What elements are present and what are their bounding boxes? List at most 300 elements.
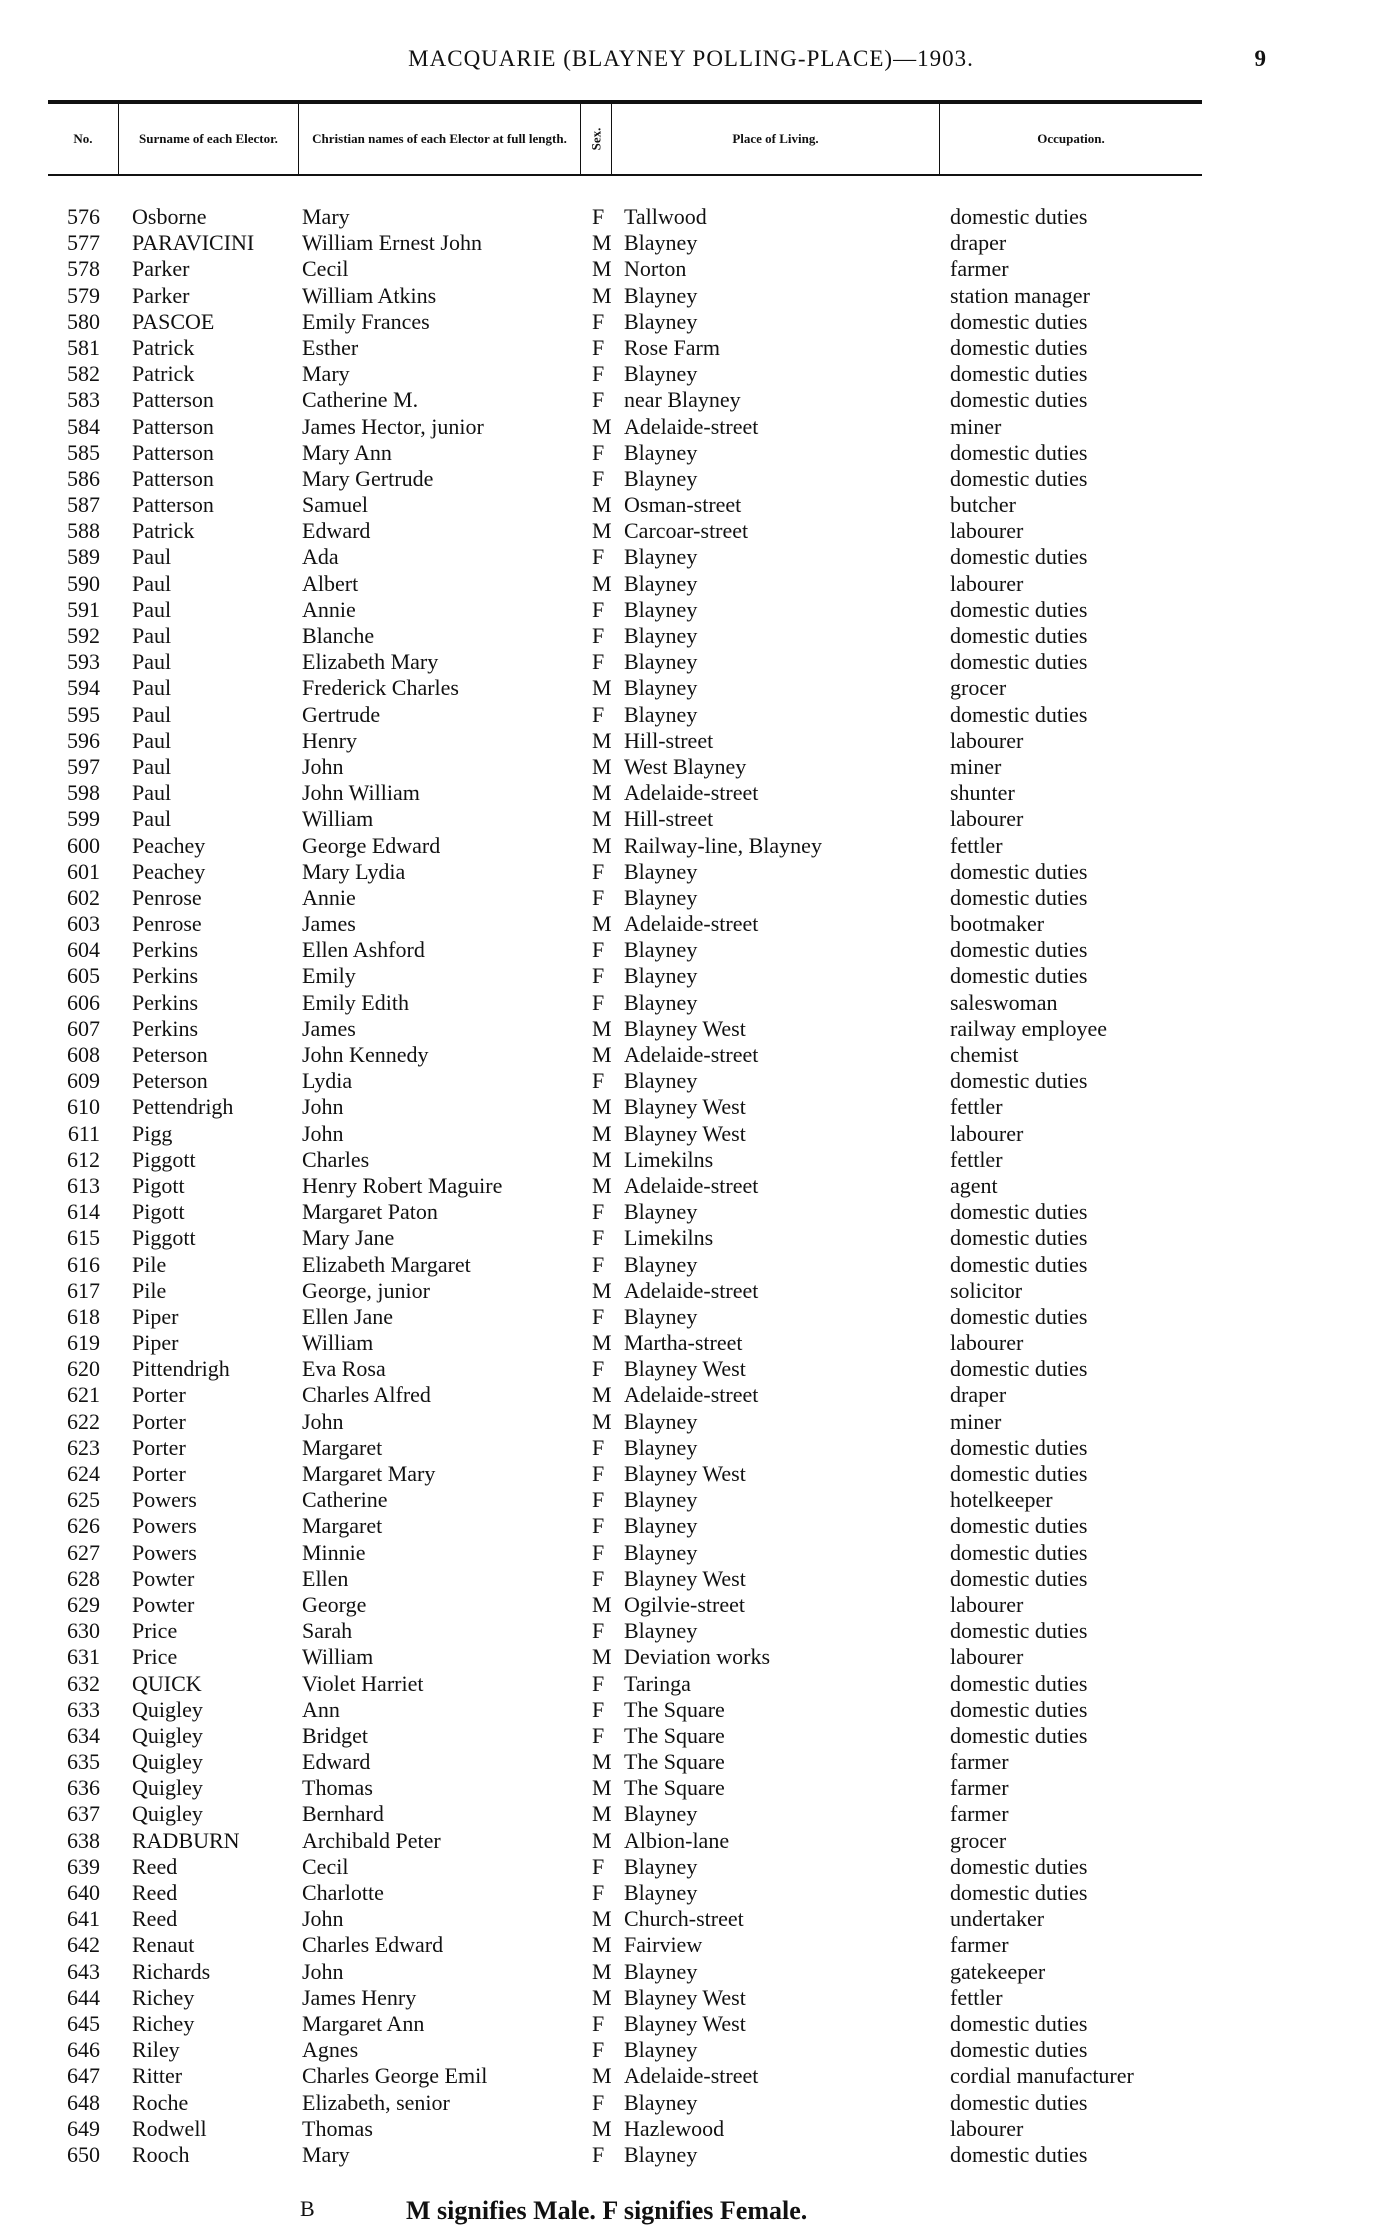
- elector-sex: M: [592, 256, 612, 282]
- elector-place-of-living: Blayney: [624, 1251, 698, 1277]
- elector-surname: Renaut: [132, 1932, 195, 1958]
- elector-sex: M: [592, 1932, 612, 1958]
- elector-number: 612: [67, 1146, 100, 1172]
- elector-place-of-living: Blayney: [624, 361, 698, 387]
- elector-occupation: fettler: [950, 1984, 1003, 2010]
- elector-surname: Roche: [132, 2089, 189, 2115]
- elector-christian-names: Emily Edith: [302, 989, 409, 1015]
- elector-place-of-living: Adelaide-street: [624, 1382, 759, 1408]
- elector-place-of-living: The Square: [624, 1722, 725, 1748]
- elector-place-of-living: near Blayney: [624, 387, 741, 413]
- table-row: [0, 911, 1382, 937]
- elector-place-of-living: Blayney: [624, 649, 698, 675]
- elector-surname: Patrick: [132, 334, 195, 360]
- elector-occupation: undertaker: [950, 1906, 1045, 1932]
- elector-christian-names: Emily: [302, 963, 356, 989]
- table-row: [0, 1068, 1382, 1094]
- elector-occupation: domestic duties: [950, 1461, 1088, 1486]
- elector-place-of-living: Blayney: [624, 989, 698, 1015]
- elector-surname: QUICK: [132, 1670, 202, 1696]
- elector-place-of-living: Blayney West: [624, 1356, 746, 1382]
- elector-sex: F: [592, 1199, 605, 1225]
- elector-christian-names: John: [302, 1094, 344, 1120]
- elector-surname: Piper: [132, 1330, 179, 1356]
- elector-surname: Paul: [132, 701, 172, 727]
- elector-christian-names: Esther: [302, 334, 359, 360]
- elector-place-of-living: The Square: [624, 1775, 725, 1801]
- elector-place-of-living: Blayney: [624, 2037, 698, 2063]
- elector-sex: F: [592, 858, 605, 884]
- elector-sex: M: [592, 492, 612, 518]
- elector-surname: Porter: [132, 1434, 186, 1460]
- elector-place-of-living: Blayney: [624, 1487, 698, 1513]
- elector-surname: Richey: [132, 1984, 195, 2010]
- elector-christian-names: Ellen: [302, 1565, 349, 1591]
- elector-occupation: farmer: [950, 1801, 1009, 1827]
- elector-sex: M: [592, 806, 612, 832]
- table-row: [0, 1225, 1382, 1251]
- elector-sex: F: [592, 2037, 605, 2063]
- elector-surname: Patterson: [132, 413, 214, 439]
- elector-surname: Powers: [132, 1513, 197, 1539]
- table-row: [0, 414, 1382, 440]
- elector-number: 622: [67, 1408, 100, 1434]
- elector-christian-names: Henry: [302, 727, 357, 753]
- elector-occupation: domestic duties: [950, 1068, 1088, 1094]
- elector-surname: Reed: [132, 1853, 178, 1879]
- elector-occupation: domestic duties: [950, 361, 1088, 387]
- elector-occupation: saleswoman: [950, 989, 1058, 1015]
- elector-surname: Porter: [132, 1408, 186, 1434]
- elector-place-of-living: Blayney West: [624, 1094, 746, 1120]
- elector-christian-names: John: [302, 1958, 344, 1984]
- elector-sex: F: [592, 1670, 605, 1696]
- elector-sex: F: [592, 963, 605, 989]
- elector-occupation: labourer: [950, 1120, 1024, 1146]
- elector-place-of-living: Blayney: [624, 465, 698, 491]
- elector-occupation: domestic duties: [950, 937, 1088, 963]
- elector-surname: Porter: [132, 1382, 186, 1408]
- column-header-no: No.: [73, 131, 93, 146]
- elector-sex: M: [592, 282, 612, 308]
- elector-number: 609: [67, 1068, 100, 1094]
- elector-place-of-living: Adelaide-street: [624, 1277, 759, 1303]
- elector-christian-names: Ellen Jane: [302, 1303, 394, 1329]
- elector-sex: F: [592, 1487, 605, 1513]
- elector-place-of-living: Blayney: [624, 701, 698, 727]
- table-row: [0, 544, 1382, 570]
- elector-place-of-living: The Square: [624, 1749, 725, 1775]
- elector-surname: Patterson: [132, 387, 214, 413]
- elector-place-of-living: Albion-lane: [624, 1827, 730, 1853]
- elector-number: 625: [67, 1487, 100, 1513]
- table-row: [0, 1932, 1382, 1958]
- elector-surname: Paul: [132, 570, 172, 596]
- elector-christian-names: William Ernest John: [302, 230, 482, 256]
- elector-number: 587: [67, 492, 100, 518]
- elector-occupation: farmer: [950, 1775, 1009, 1801]
- elector-place-of-living: Blayney: [624, 1303, 698, 1329]
- elector-number: 638: [67, 1827, 100, 1853]
- elector-sex: M: [592, 2063, 612, 2089]
- elector-place-of-living: Martha-street: [624, 1330, 743, 1356]
- table-row: [0, 649, 1382, 675]
- table-row: [0, 1880, 1382, 1906]
- elector-place-of-living: Blayney: [624, 963, 698, 989]
- elector-occupation: domestic duties: [950, 204, 1088, 229]
- elector-occupation: domestic duties: [950, 649, 1088, 675]
- elector-number: 639: [67, 1853, 100, 1879]
- elector-surname: Perkins: [132, 963, 198, 989]
- elector-place-of-living: Blayney: [624, 1958, 698, 1984]
- elector-number: 579: [67, 282, 100, 308]
- elector-place-of-living: Norton: [624, 256, 687, 282]
- table-row: [0, 1697, 1382, 1723]
- elector-place-of-living: Hill-street: [624, 727, 714, 753]
- elector-christian-names: George, junior: [302, 1277, 430, 1303]
- elector-surname: Richey: [132, 2010, 195, 2036]
- elector-surname: RADBURN: [132, 1827, 240, 1853]
- elector-place-of-living: Blayney West: [624, 2010, 746, 2036]
- elector-surname: Paul: [132, 544, 172, 570]
- table-row: [0, 2063, 1382, 2089]
- table-row: [0, 1644, 1382, 1670]
- elector-sex: M: [592, 413, 612, 439]
- elector-occupation: labourer: [950, 1330, 1024, 1356]
- elector-christian-names: Annie: [302, 884, 356, 910]
- table-row: [0, 1016, 1382, 1042]
- table-row: [0, 1461, 1382, 1487]
- page-header: [0, 42, 1382, 82]
- elector-occupation: draper: [950, 1382, 1007, 1408]
- elector-place-of-living: Blayney: [624, 230, 698, 256]
- elector-occupation: labourer: [950, 727, 1024, 753]
- elector-sex: F: [592, 649, 605, 675]
- elector-number: 591: [67, 596, 100, 622]
- elector-christian-names: Mary Jane: [302, 1225, 395, 1251]
- table-row: [0, 335, 1382, 361]
- table-row: [0, 833, 1382, 859]
- elector-christian-names: Mary: [302, 204, 350, 229]
- elector-sex: M: [592, 1827, 612, 1853]
- elector-christian-names: James Henry: [302, 1984, 417, 2010]
- elector-sex: F: [592, 1722, 605, 1748]
- elector-occupation: domestic duties: [950, 596, 1088, 622]
- elector-sex: M: [592, 1094, 612, 1120]
- elector-christian-names: Archibald Peter: [302, 1827, 441, 1853]
- table-row: [0, 806, 1382, 832]
- elector-number: 649: [67, 2115, 100, 2141]
- elector-number: 610: [67, 1094, 100, 1120]
- elector-sex: M: [592, 1644, 612, 1670]
- elector-sex: F: [592, 1565, 605, 1591]
- elector-place-of-living: Blayney West: [624, 1120, 746, 1146]
- table-row: [0, 1435, 1382, 1461]
- elector-number: 627: [67, 1539, 100, 1565]
- elector-number: 619: [67, 1330, 100, 1356]
- elector-occupation: labourer: [950, 806, 1024, 832]
- elector-place-of-living: Blayney: [624, 544, 698, 570]
- elector-sex: M: [592, 1749, 612, 1775]
- elector-surname: Pile: [132, 1277, 167, 1303]
- elector-sex: M: [592, 832, 612, 858]
- table-row: [0, 1513, 1382, 1539]
- elector-christian-names: Mary Lydia: [302, 858, 406, 884]
- table-row: [0, 1749, 1382, 1775]
- elector-christian-names: John Kennedy: [302, 1042, 429, 1067]
- elector-place-of-living: Blayney: [624, 308, 698, 334]
- elector-surname: Pettendrigh: [132, 1094, 234, 1120]
- elector-surname: Quigley: [132, 1722, 203, 1748]
- elector-christian-names: William Atkins: [302, 282, 437, 308]
- elector-number: 606: [67, 989, 100, 1015]
- elector-sex: F: [592, 1853, 605, 1879]
- elector-sex: F: [592, 1356, 605, 1382]
- elector-place-of-living: Blayney: [624, 1880, 698, 1905]
- table-row: [0, 702, 1382, 728]
- elector-place-of-living: Church-street: [624, 1906, 744, 1932]
- table-row: [0, 1487, 1382, 1513]
- elector-place-of-living: Blayney: [624, 937, 698, 963]
- elector-occupation: shunter: [950, 780, 1015, 806]
- table-row: [0, 675, 1382, 701]
- elector-surname: Paul: [132, 780, 172, 806]
- elector-sex: M: [592, 1775, 612, 1801]
- elector-sex: F: [592, 1303, 605, 1329]
- elector-place-of-living: Fairview: [624, 1932, 703, 1958]
- elector-number: 600: [67, 832, 100, 858]
- elector-christian-names: Albert: [302, 570, 359, 596]
- elector-surname: Riley: [132, 2037, 180, 2063]
- elector-christian-names: Violet Harriet: [302, 1670, 424, 1696]
- elector-surname: Paul: [132, 675, 172, 701]
- elector-christian-names: Charles George Emil: [302, 2063, 488, 2089]
- elector-number: 580: [67, 308, 100, 334]
- elector-surname: Patrick: [132, 518, 195, 544]
- sex-legend-note: M signifies Male. F signifies Female.: [406, 2196, 808, 2225]
- elector-place-of-living: Blayney: [624, 439, 698, 465]
- elector-place-of-living: Osman-street: [624, 492, 742, 518]
- elector-occupation: domestic duties: [950, 1251, 1088, 1277]
- elector-occupation: farmer: [950, 1932, 1009, 1958]
- table-row: [0, 1094, 1382, 1120]
- elector-place-of-living: Blayney: [624, 1513, 698, 1539]
- table-row: [0, 518, 1382, 544]
- elector-sex: M: [592, 1382, 612, 1408]
- elector-number: 604: [67, 937, 100, 963]
- elector-sex: M: [592, 230, 612, 256]
- column-header-christian-names: Christian names of each Elector at full length.: [298, 104, 580, 174]
- elector-place-of-living: Blayney: [624, 1618, 698, 1644]
- elector-occupation: railway employee: [950, 1015, 1107, 1041]
- elector-occupation: domestic duties: [950, 334, 1088, 360]
- elector-number: 618: [67, 1303, 100, 1329]
- elector-occupation: domestic duties: [950, 1303, 1088, 1329]
- elector-number: 588: [67, 518, 100, 544]
- elector-number: 592: [67, 623, 100, 648]
- table-row: [0, 1566, 1382, 1592]
- elector-sex: M: [592, 1408, 612, 1434]
- elector-sex: F: [592, 465, 605, 491]
- elector-christian-names: Margaret: [302, 1513, 383, 1539]
- elector-place-of-living: Blayney: [624, 2141, 698, 2167]
- table-row: [0, 1121, 1382, 1147]
- elector-number: 646: [67, 2037, 100, 2063]
- elector-occupation: station manager: [950, 282, 1090, 308]
- elector-place-of-living: Railway-line, Blayney: [624, 832, 822, 858]
- elector-sex: M: [592, 911, 612, 937]
- elector-number: 641: [67, 1906, 100, 1932]
- elector-christian-names: Elizabeth Margaret: [302, 1251, 471, 1277]
- elector-christian-names: Margaret Paton: [302, 1199, 438, 1225]
- elector-christian-names: Ada: [302, 544, 339, 570]
- elector-christian-names: John: [302, 1906, 344, 1932]
- elector-surname: Price: [132, 1644, 178, 1670]
- elector-christian-names: Charles Alfred: [302, 1382, 431, 1408]
- elector-surname: Powers: [132, 1487, 197, 1513]
- elector-occupation: domestic duties: [950, 2037, 1088, 2063]
- elector-sex: F: [592, 989, 605, 1015]
- elector-number: 598: [67, 780, 100, 806]
- elector-number: 644: [67, 1984, 100, 2010]
- elector-number: 599: [67, 806, 100, 832]
- elector-surname: Price: [132, 1618, 178, 1644]
- elector-place-of-living: Adelaide-street: [624, 2063, 759, 2089]
- table-row: [0, 2116, 1382, 2142]
- table-row: [0, 283, 1382, 309]
- table-row: [0, 1801, 1382, 1827]
- elector-surname: Parker: [132, 282, 190, 308]
- elector-surname: Quigley: [132, 1801, 203, 1827]
- elector-sex: F: [592, 2141, 605, 2167]
- elector-list: [0, 204, 1382, 2168]
- elector-occupation: butcher: [950, 492, 1016, 518]
- elector-occupation: cordial manufacturer: [950, 2063, 1134, 2089]
- elector-number: 647: [67, 2063, 100, 2089]
- table-row: [0, 728, 1382, 754]
- elector-number: 601: [67, 858, 100, 884]
- elector-sex: M: [592, 1015, 612, 1041]
- table-row: [0, 204, 1382, 230]
- elector-christian-names: Mary: [302, 361, 350, 387]
- elector-christian-names: Minnie: [302, 1539, 366, 1565]
- elector-sex: M: [592, 1906, 612, 1932]
- table-row: [0, 1959, 1382, 1985]
- elector-number: 602: [67, 884, 100, 910]
- elector-sex: F: [592, 204, 605, 229]
- elector-surname: Paul: [132, 649, 172, 675]
- elector-place-of-living: Adelaide-street: [624, 1172, 759, 1198]
- elector-number: 603: [67, 911, 100, 937]
- elector-number: 624: [67, 1461, 100, 1486]
- elector-sex: M: [592, 1330, 612, 1356]
- elector-christian-names: Bridget: [302, 1722, 368, 1748]
- elector-surname: Paul: [132, 806, 172, 832]
- column-header-row: [48, 100, 1202, 176]
- elector-christian-names: Margaret Ann: [302, 2010, 425, 2036]
- elector-occupation: domestic duties: [950, 308, 1088, 334]
- elector-place-of-living: Hill-street: [624, 806, 714, 832]
- elector-occupation: domestic duties: [950, 1199, 1088, 1225]
- elector-surname: Quigley: [132, 1749, 203, 1775]
- elector-occupation: labourer: [950, 570, 1024, 596]
- elector-sex: F: [592, 439, 605, 465]
- table-row: [0, 1906, 1382, 1932]
- elector-christian-names: Charlotte: [302, 1880, 384, 1905]
- column-header-sex: [580, 104, 612, 174]
- table-row: [0, 2142, 1382, 2168]
- elector-sex: F: [592, 937, 605, 963]
- elector-surname: Paul: [132, 753, 172, 779]
- elector-place-of-living: Blayney: [624, 1434, 698, 1460]
- elector-place-of-living: Blayney: [624, 570, 698, 596]
- elector-surname: Peterson: [132, 1068, 208, 1094]
- elector-place-of-living: Blayney: [624, 858, 698, 884]
- elector-sex: F: [592, 1068, 605, 1094]
- elector-sex: F: [592, 701, 605, 727]
- elector-christian-names: William: [302, 806, 374, 832]
- elector-occupation: domestic duties: [950, 439, 1088, 465]
- elector-surname: Powter: [132, 1565, 195, 1591]
- elector-number: 582: [67, 361, 100, 387]
- elector-surname: Powers: [132, 1539, 197, 1565]
- elector-christian-names: Emily Frances: [302, 308, 430, 334]
- elector-number: 605: [67, 963, 100, 989]
- elector-place-of-living: Blayney: [624, 675, 698, 701]
- elector-number: 617: [67, 1277, 100, 1303]
- elector-christian-names: Elizabeth, senior: [302, 2089, 450, 2115]
- elector-occupation: domestic duties: [950, 963, 1088, 989]
- elector-surname: Porter: [132, 1461, 186, 1486]
- elector-surname: Peachey: [132, 832, 206, 858]
- column-header-place-of-living: Place of Living.: [612, 104, 940, 174]
- elector-surname: Peterson: [132, 1042, 208, 1067]
- elector-sex: M: [592, 780, 612, 806]
- elector-occupation: draper: [950, 230, 1007, 256]
- elector-number: 613: [67, 1172, 100, 1198]
- elector-occupation: domestic duties: [950, 1434, 1088, 1460]
- table-row: [0, 361, 1382, 387]
- elector-surname: Rooch: [132, 2141, 190, 2167]
- elector-place-of-living: Blayney: [624, 1068, 698, 1094]
- elector-number: 614: [67, 1199, 100, 1225]
- elector-surname: Pigott: [132, 1199, 185, 1225]
- elector-sex: F: [592, 1618, 605, 1644]
- elector-occupation: domestic duties: [950, 701, 1088, 727]
- elector-occupation: domestic duties: [950, 1513, 1088, 1539]
- elector-place-of-living: Blayney: [624, 2089, 698, 2115]
- table-row: [0, 1042, 1382, 1068]
- elector-place-of-living: Blayney: [624, 282, 698, 308]
- table-row: [0, 937, 1382, 963]
- elector-number: 597: [67, 753, 100, 779]
- elector-number: 611: [67, 1120, 100, 1146]
- elector-occupation: domestic duties: [950, 884, 1088, 910]
- table-row: [0, 1382, 1382, 1408]
- elector-christian-names: Agnes: [302, 2037, 359, 2063]
- elector-surname: Pigott: [132, 1172, 185, 1198]
- elector-sex: M: [592, 2115, 612, 2141]
- elector-number: 589: [67, 544, 100, 570]
- table-row: [0, 492, 1382, 518]
- elector-surname: Perkins: [132, 989, 198, 1015]
- elector-occupation: domestic duties: [950, 1722, 1088, 1748]
- elector-occupation: domestic duties: [950, 2141, 1088, 2167]
- elector-occupation: agent: [950, 1172, 998, 1198]
- table-row: [0, 597, 1382, 623]
- elector-christian-names: Catherine M.: [302, 387, 419, 413]
- elector-surname: PARAVICINI: [132, 230, 255, 256]
